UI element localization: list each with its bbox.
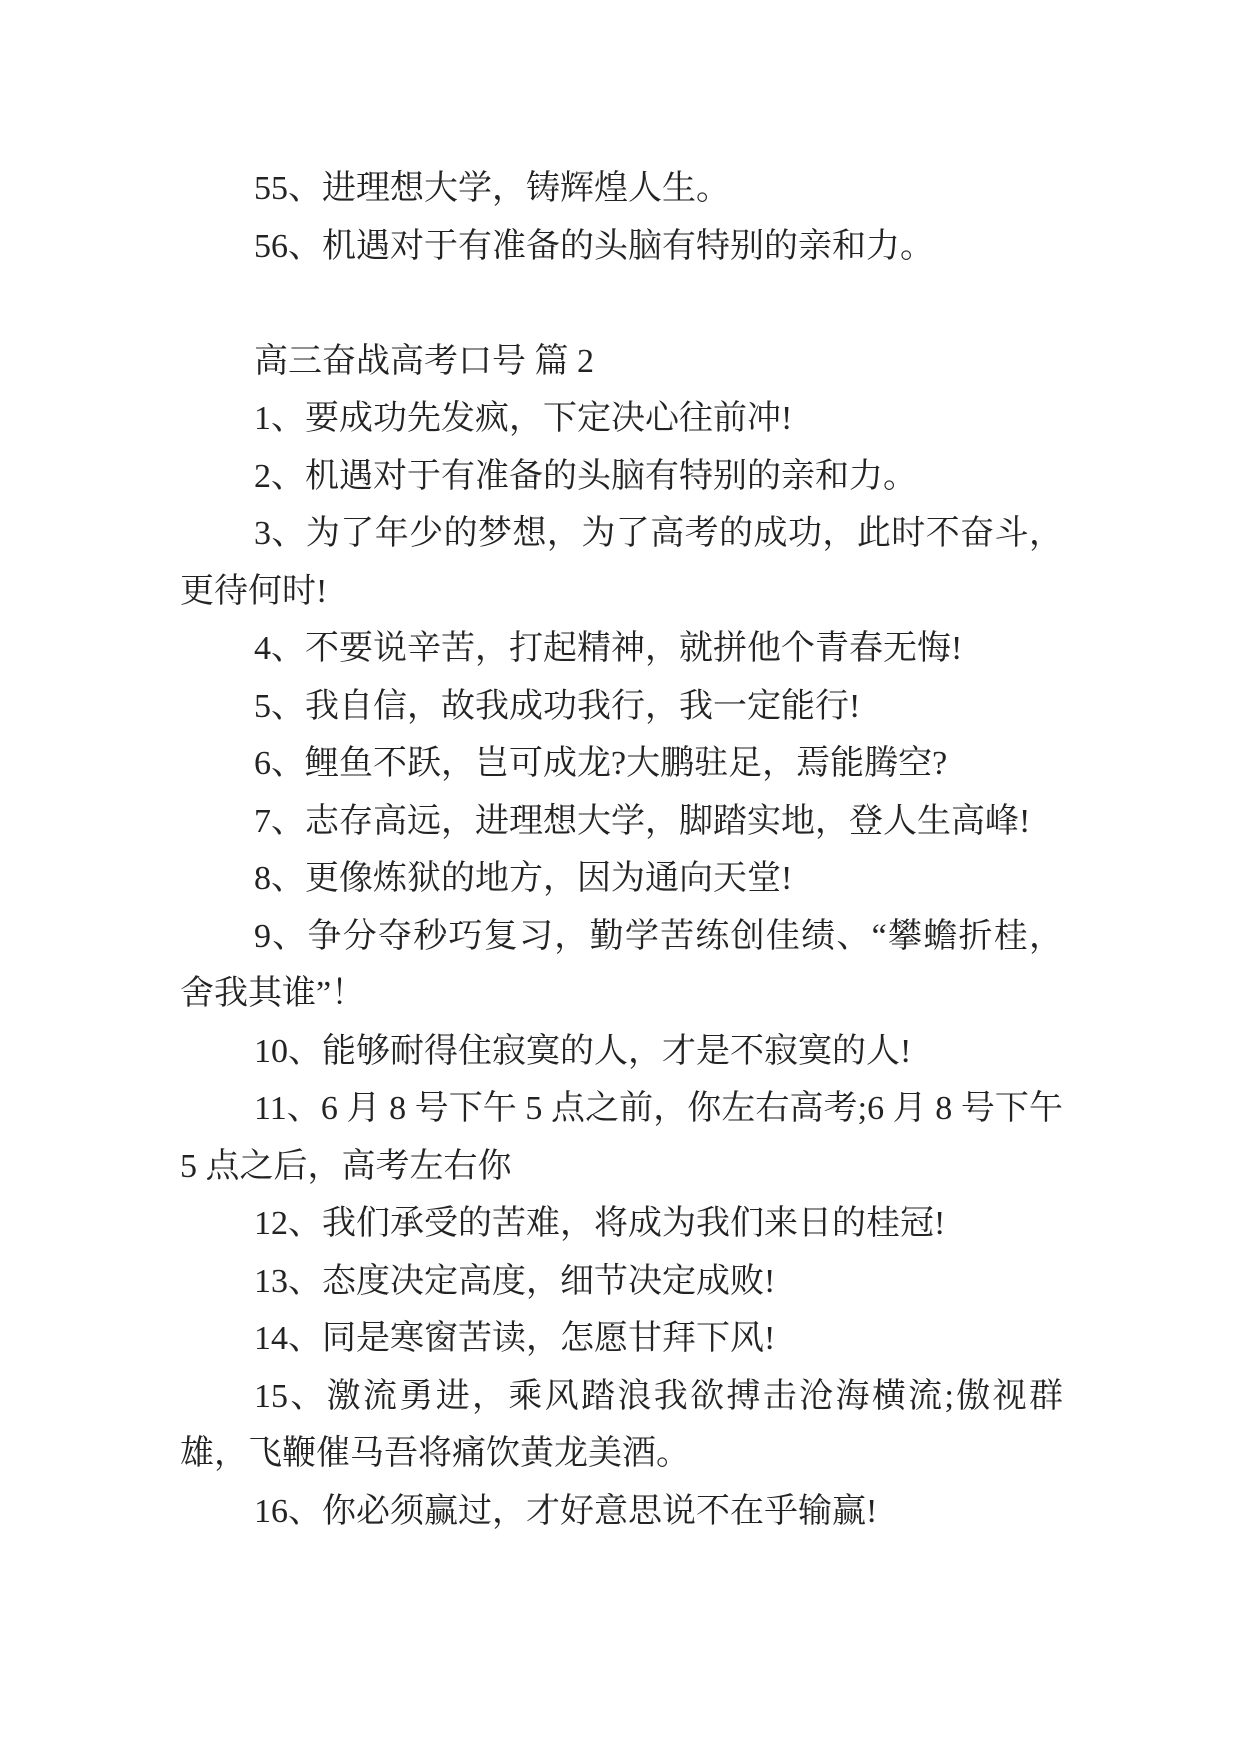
slogan-item-3: 3、为了年少的梦想，为了高考的成功，此时不奋斗，更待何时! bbox=[180, 515, 1063, 610]
slogan-item-1: 1、要成功先发疯，下定决心往前冲! bbox=[254, 400, 793, 437]
slogan-item-9: 9、争分夺秒巧复习，勤学苦练创佳绩、“攀蟾折桂，舍我其谁”！ bbox=[180, 917, 1063, 1012]
slogan-item-8: 8、更像炼狱的地方，因为通向天堂! bbox=[254, 860, 793, 897]
paragraph-item-56: 56、机遇对于有准备的头脑有特别的亲和力。 bbox=[254, 227, 934, 265]
slogan-item-5: 5、我自信，故我成功我行，我一定能行! bbox=[254, 687, 861, 725]
paragraph-item-55: 55、进理想大学，铸辉煌人生。 bbox=[254, 170, 730, 207]
slogan-item-10: 10、能够耐得住寂寞的人，才是不寂寞的人! bbox=[254, 1032, 912, 1070]
slogan-item-11: 11、6 月 8 号下午 5 点之前，你左右高考;6 月 8 号下午 5 点之后，高考左右你 bbox=[180, 1090, 1063, 1185]
slogan-item-14: 14、同是寒窗苦读，怎愿甘拜下风! bbox=[254, 1320, 776, 1357]
slogan-item-7: 7、志存高远，进理想大学，脚踏实地，登人生高峰! bbox=[254, 802, 1031, 840]
slogan-item-15: 15、激流勇进，乘风踏浪我欲搏击沧海横流;傲视群雄，飞鞭催马吾将痛饮黄龙美酒。 bbox=[180, 1377, 1063, 1472]
slogan-item-4: 4、不要说辛苦，打起精神，就拼他个青春无悔! bbox=[254, 630, 963, 667]
slogan-item-6: 6、鲤鱼不跃，岂可成龙?大鹏驻足，焉能腾空? bbox=[254, 745, 948, 782]
slogan-item-2: 2、机遇对于有准备的头脑有特别的亲和力。 bbox=[254, 457, 917, 495]
section-heading: 高三奋战高考口号 篇 2 bbox=[254, 342, 594, 380]
slogan-item-13: 13、态度决定高度，细节决定成败! bbox=[254, 1262, 776, 1300]
slogan-item-16: 16、你必须赢过，才好意思说不在乎输赢! bbox=[254, 1492, 878, 1530]
slogan-item-12: 12、我们承受的苦难，将成为我们来日的桂冠! bbox=[254, 1205, 946, 1242]
